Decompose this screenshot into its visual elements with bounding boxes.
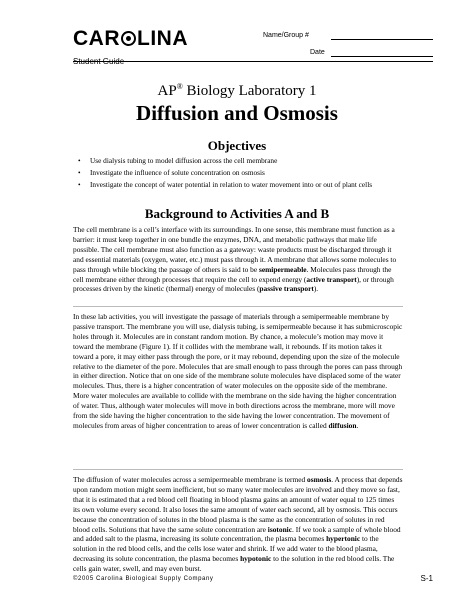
logo-o-icon <box>121 31 136 46</box>
term-hypertonic: hypertonic <box>326 534 361 544</box>
name-group-field[interactable] <box>331 39 433 40</box>
carolina-logo <box>73 28 188 50</box>
course-ap: AP <box>157 83 177 99</box>
student-guide-label: Student Guide <box>73 57 125 66</box>
course-title <box>0 78 474 100</box>
text-run: ). <box>313 284 319 294</box>
paragraph-diffusion <box>73 312 403 431</box>
paragraph-divider <box>73 306 403 307</box>
text-run: In these lab activities, you will investigate the passage of materials through a semipermeable membrane by passive transport. The membrane you will use, dialysis tubing, is semipermeable because it has submicroscopic holes through it. Molecules are in constant random motion. By chance, a molecule’s motion may move it toward the membrane (Figure 1). If it collides with the membrane wall, it rebounds. If its motion takes it toward a pore, it may either pass through the pore, or it may rebound, depending upon the size of the molecule relative to the diameter of the pore. Molecules that are small enough to pass through the pores can pass through in either direction. Notice that on one side of the membrane solute molecules have displaced some of the water molecules. Thus, there is a higher concentration of water molecules on the opposite side of the membrane. More water molecules are available to collide with the membrane on the side having the higher concentration of water. Thus, although water molecules will move in both directions across the membrane, more will move from the side having the higher concentration to the side having the lower concentration. The movement of molecules from areas of higher concentration to areas of lower concentration is called <box>73 312 403 430</box>
page-header <box>73 28 433 80</box>
header-divider <box>73 61 433 62</box>
text-run: . Molecules pass through the cell membrane either through processes that require the cell to expend energy ( <box>73 264 392 284</box>
page-number: S-1 <box>420 574 433 583</box>
logo-text-left: CAR <box>73 27 120 50</box>
paragraph-osmosis <box>73 475 403 574</box>
title-block <box>0 78 474 126</box>
text-run: . A process that depends upon random motion might seem inefficient, but so many water molecules are involved and they move so fast, that it is estimated that a red blood cell floating in blood plasma gains an amount of water equal to 125 times its own volume every second. It also loses the same amount of water each second, all by osmosis. This occurs because the concentration of solutes in the blood plasma is the same as the concentration of solutes in red blood cells. Solutions that have the same solute concentration are <box>73 475 403 534</box>
term-osmosis: osmosis <box>307 475 332 484</box>
registered-mark: ® <box>176 82 183 91</box>
text-run: The cell membrane is a cell’s interface with its surroundings. In one sense, this membrane must function as a barrier: it must keep together in one bundle the enzymes, DNA, and metabolic pathways that make life possible. The cell membrane must also function as a gateway: waste products must be discharged through it and essential materials (oxygen, water, etc.) must pass through it. A membrane that allows some molecules to pass through while blocking the passage of others is said to be <box>73 225 397 274</box>
term-passive-transport: passive transport <box>259 284 314 294</box>
objective-item: • Use dialysis tubing to model diffusion across the cell membrane <box>78 155 408 167</box>
text-run: The diffusion of water molecules across a semipermeable membrane is termed <box>73 475 308 484</box>
text-run: to the solution in the red blood cells. The cells gain water, swell, and may even burst. <box>73 554 395 574</box>
text-run: . <box>356 420 359 430</box>
paragraph-divider <box>73 469 403 470</box>
term-semipermeable: semipermeable <box>258 264 307 274</box>
text-run: to the solution in the red blood cells, and the cells lose water and shrink. If we add water to the blood plasma, decreasing its solute concentration, the plasma becomes <box>73 534 379 564</box>
text-run: . If we took a sample of whole blood and added salt to the plasma, increasing its solute concentration, the plasma becomes <box>73 524 401 544</box>
objective-item: • Investigate the influence of solute concentration on osmosis <box>78 167 408 179</box>
term-hypotonic: hypotonic <box>240 554 272 564</box>
course-name: Biology Laboratory 1 <box>182 83 317 99</box>
name-group-label: Name/Group # <box>263 32 309 39</box>
date-label: Date <box>310 49 325 56</box>
background-heading: Background to Activities A and B <box>144 206 330 221</box>
term-active-transport: active transport <box>306 274 357 284</box>
date-field[interactable] <box>331 56 433 57</box>
term-isotonic: isotonic <box>267 524 293 534</box>
text-run: ), or through processes driven by the kinetic (thermal) energy of molecules ( <box>73 274 394 294</box>
lab-title: Diffusion and Osmosis <box>136 101 338 125</box>
objective-item: • Investigate the concept of water potential in relation to water movement into or out of plant cells <box>78 179 408 191</box>
logo-text-right: LINA <box>137 27 188 50</box>
footer-copyright: ©2005 Carolina Biological Supply Company <box>73 576 214 582</box>
term-diffusion: diffusion <box>328 420 357 430</box>
paragraph-membrane <box>73 225 403 294</box>
objectives-heading: Objectives <box>207 138 267 153</box>
objectives-list <box>78 155 408 191</box>
